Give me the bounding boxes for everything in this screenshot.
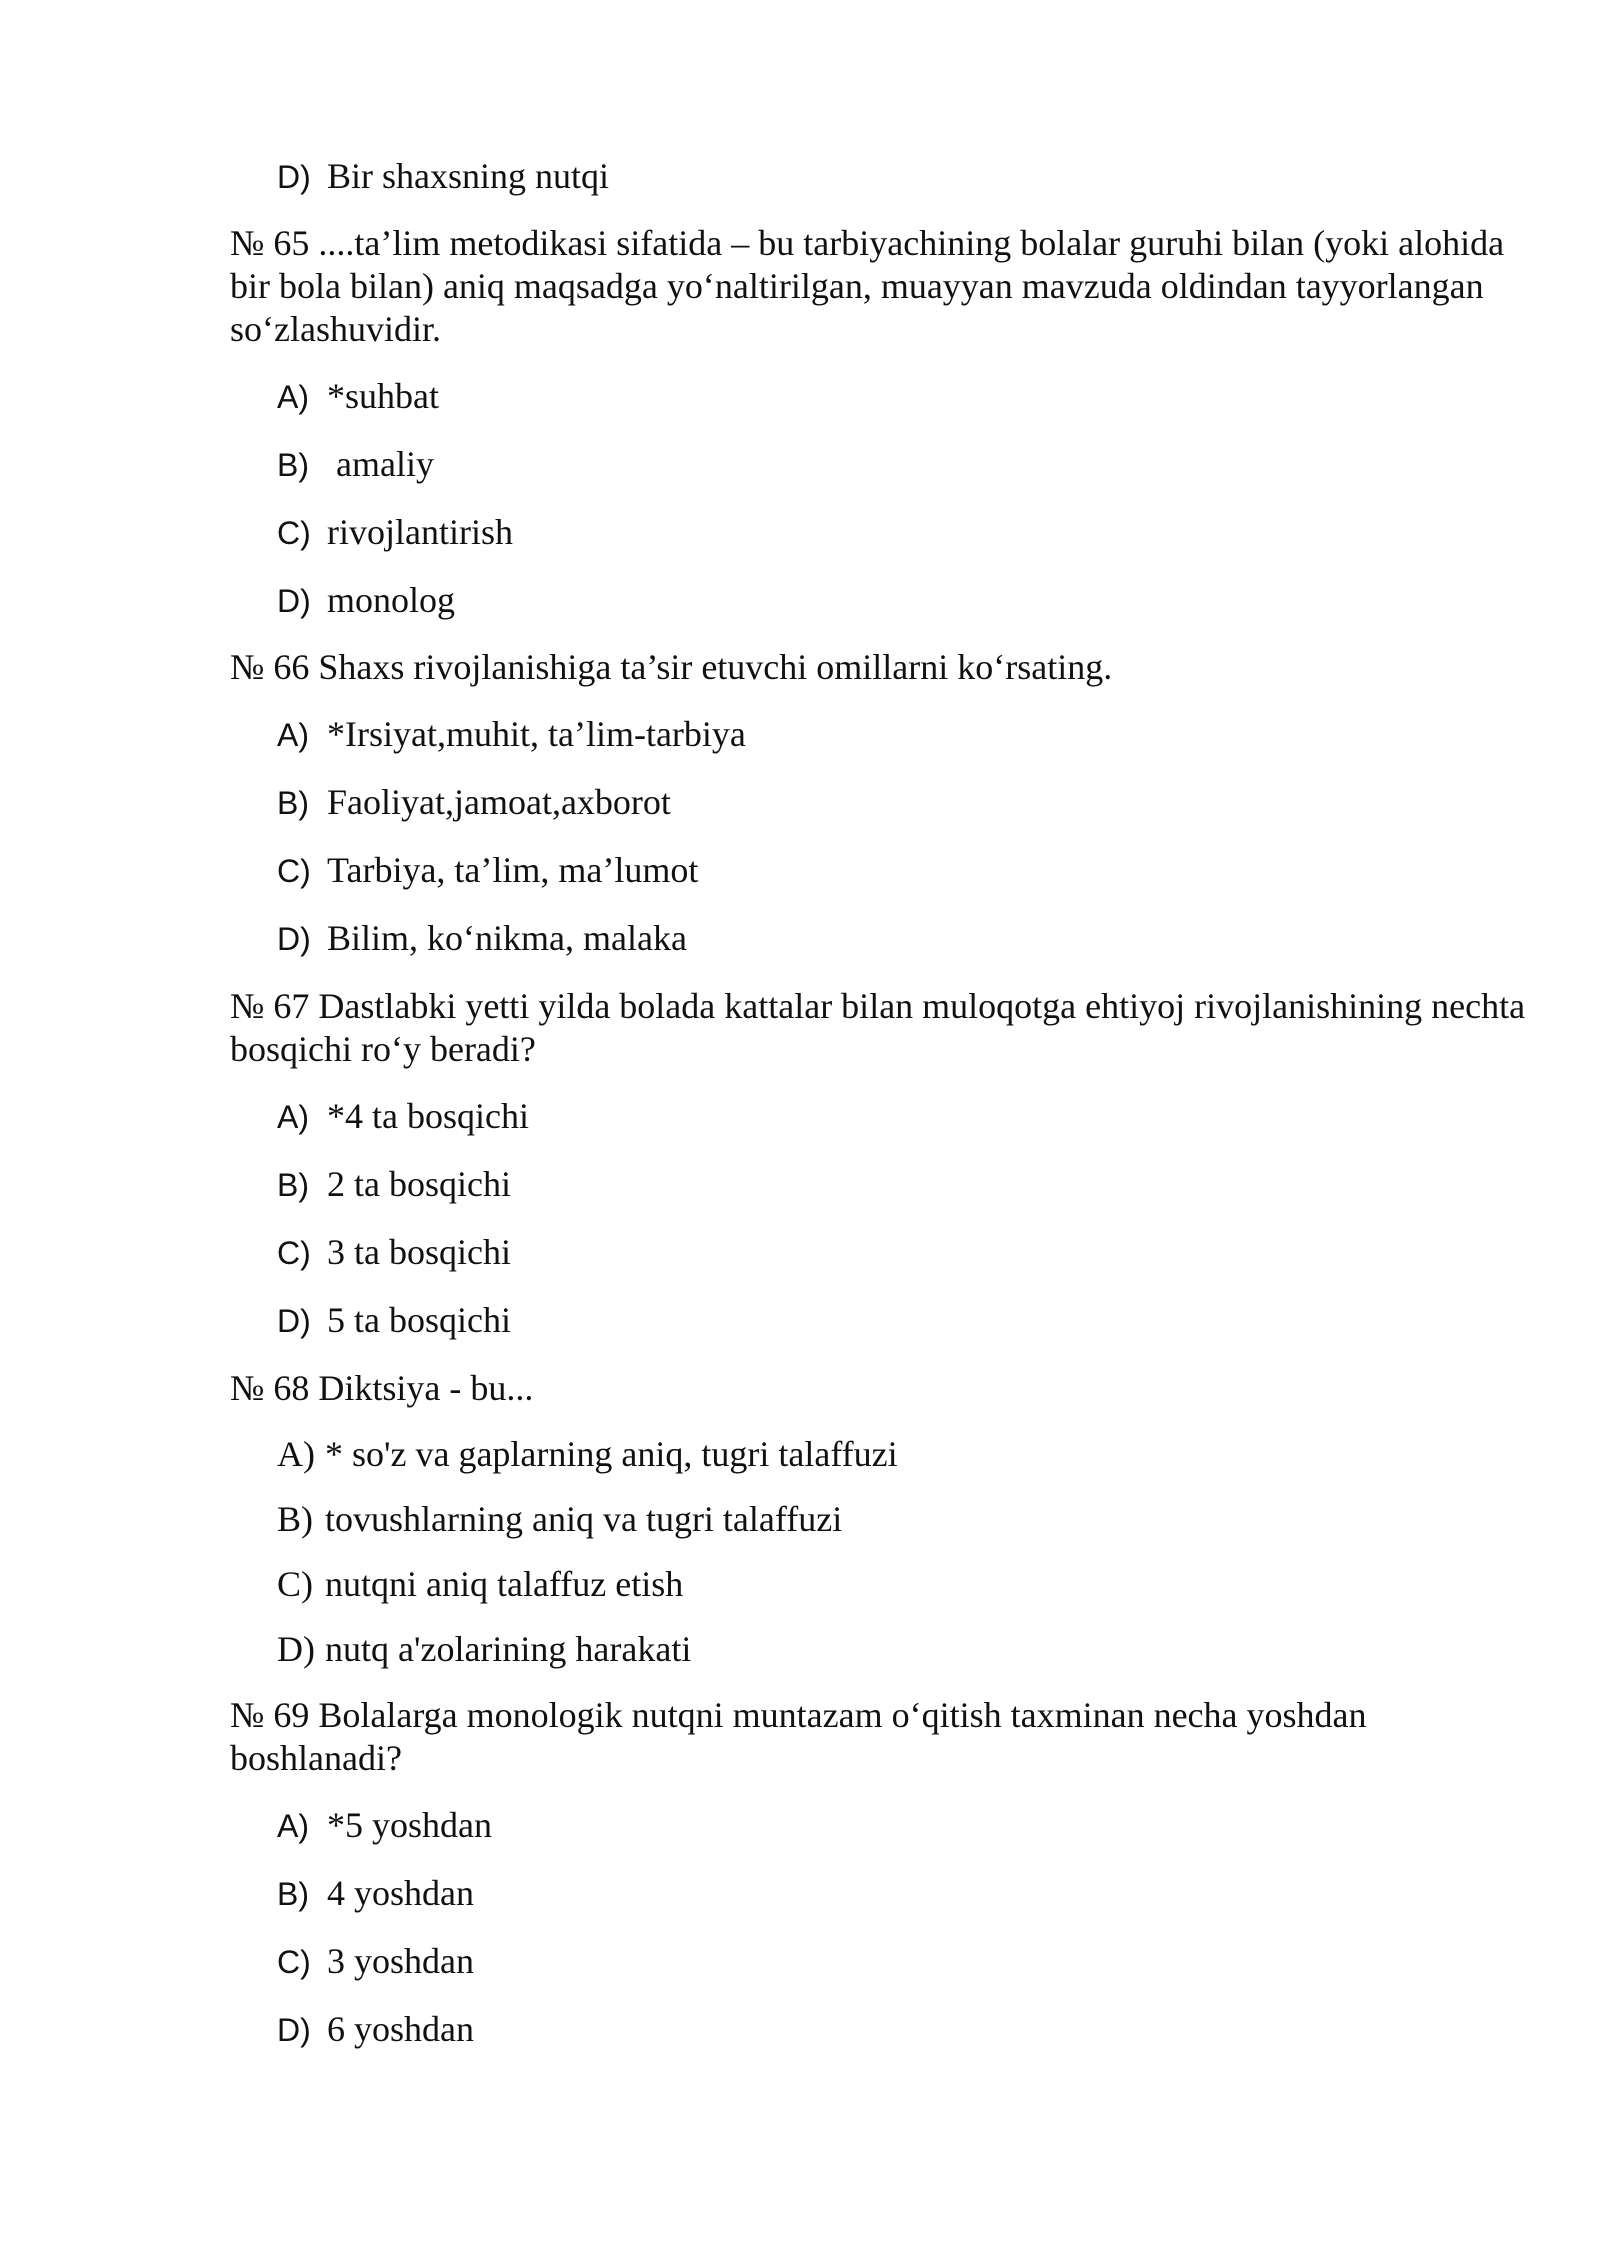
option-text: * so'z va gaplarning aniq, tugri talaffuzi: [325, 1434, 898, 1474]
option-text: 3 yoshdan: [327, 1941, 474, 1981]
question-number: № 69: [230, 1695, 310, 1735]
question-65: [230, 222, 1530, 351]
question-text: Bolalarga monologik nutqni muntazam o‘qitish taxminan necha yoshdan boshlanadi?: [230, 1695, 1367, 1778]
option-letter: A): [277, 379, 309, 415]
option-text: nutq a'zolarining harakati: [325, 1629, 692, 1669]
option-letter: C): [277, 1564, 313, 1604]
option-text: tovushlarning aniq va tugri talaffuzi: [325, 1499, 843, 1539]
question-text: Shaxs rivojlanishiga ta’sir etuvchi omillarni ko‘rsating.: [309, 647, 1113, 687]
option-text: nutqni aniq talaffuz etish: [325, 1564, 684, 1604]
option-letter: A): [277, 717, 309, 753]
option-68-c: [277, 1563, 1477, 1606]
carry-over-option: [277, 155, 1477, 199]
question-69: [230, 1694, 1530, 1780]
option-66-d: [277, 917, 1477, 961]
option-66-b: [277, 781, 1477, 825]
option-69-a: [277, 1804, 1477, 1848]
option-letter: B): [277, 1499, 313, 1539]
option-67-b: [277, 1163, 1477, 1207]
option-text: *4 ta bosqichi: [327, 1096, 529, 1136]
option-text: rivojlantirish: [327, 512, 513, 552]
option-67-a: [277, 1095, 1477, 1139]
option-68-b: [277, 1498, 1477, 1541]
option-text: 4 yoshdan: [327, 1873, 474, 1913]
option-letter: B): [277, 1876, 309, 1912]
option-text: Faoliyat,jamoat,axborot: [327, 782, 671, 822]
question-text: Dastlabki yetti yilda bolada kattalar bilan muloqotga ehtiyoj rivojlanishining nechta bosqichi ro‘y beradi?: [230, 986, 1526, 1069]
option-text: *Irsiyat,muhit, ta’lim-tarbiya: [327, 714, 746, 754]
option-text: 3 ta bosqichi: [327, 1232, 511, 1272]
option-letter: C): [277, 1944, 311, 1980]
question-number: № 66: [230, 647, 310, 687]
option-text: Bilim, ko‘nikma, malaka: [327, 918, 687, 958]
option-text: 6 yoshdan: [327, 2009, 474, 2049]
option-letter: B): [277, 447, 309, 483]
option-letter: B): [277, 785, 309, 821]
option-letter: A): [277, 1434, 315, 1474]
option-69-c: [277, 1940, 1477, 1984]
option-text: 5 ta bosqichi: [327, 1300, 511, 1340]
option-67-d: [277, 1299, 1477, 1343]
option-text: *5 yoshdan: [327, 1805, 492, 1845]
option-68-d: [277, 1628, 1477, 1671]
option-66-c: [277, 849, 1477, 893]
option-69-d: [277, 2008, 1477, 2052]
option-text: Bir shaxsning nutqi: [327, 156, 610, 196]
option-65-c: [277, 511, 1477, 555]
option-letter: D): [277, 1303, 311, 1339]
option-letter: C): [277, 515, 311, 551]
question-number: № 65: [230, 223, 310, 263]
option-65-b: [277, 443, 1477, 487]
option-letter: D): [277, 159, 311, 195]
option-68-a: [277, 1433, 1477, 1476]
question-66: [230, 646, 1530, 689]
option-text: monolog: [327, 580, 456, 620]
option-letter: D): [277, 2012, 311, 2048]
question-number: № 67: [230, 986, 310, 1026]
option-letter: D): [277, 921, 311, 957]
option-text: *suhbat: [327, 376, 439, 416]
option-letter: C): [277, 1235, 311, 1271]
option-65-d: [277, 579, 1477, 623]
question-67: [230, 985, 1530, 1071]
option-69-b: [277, 1872, 1477, 1916]
option-letter: D): [277, 1629, 315, 1669]
option-text: amaliy: [327, 444, 434, 484]
option-letter: D): [277, 583, 311, 619]
option-text: Tarbiya, ta’lim, ma’lumot: [327, 850, 699, 890]
option-letter: B): [277, 1167, 309, 1203]
option-66-a: [277, 713, 1477, 757]
option-letter: A): [277, 1808, 309, 1844]
option-67-c: [277, 1231, 1477, 1275]
question-text: ....ta’lim metodikasi sifatida – bu tarbiyachining bolalar guruhi bilan (yoki alohida bir bola bilan) aniq maqsadga yo‘naltirilgan, muayyan mavzuda oldindan tayyorlangan so‘zlashuvidir.: [230, 223, 1505, 349]
option-text: 2 ta bosqichi: [327, 1164, 511, 1204]
question-number: № 68: [230, 1368, 310, 1408]
question-text: Diktsiya - bu...: [309, 1368, 534, 1408]
option-letter: A): [277, 1099, 309, 1135]
question-68: [230, 1367, 1530, 1410]
option-letter: C): [277, 853, 311, 889]
option-65-a: [277, 375, 1477, 419]
